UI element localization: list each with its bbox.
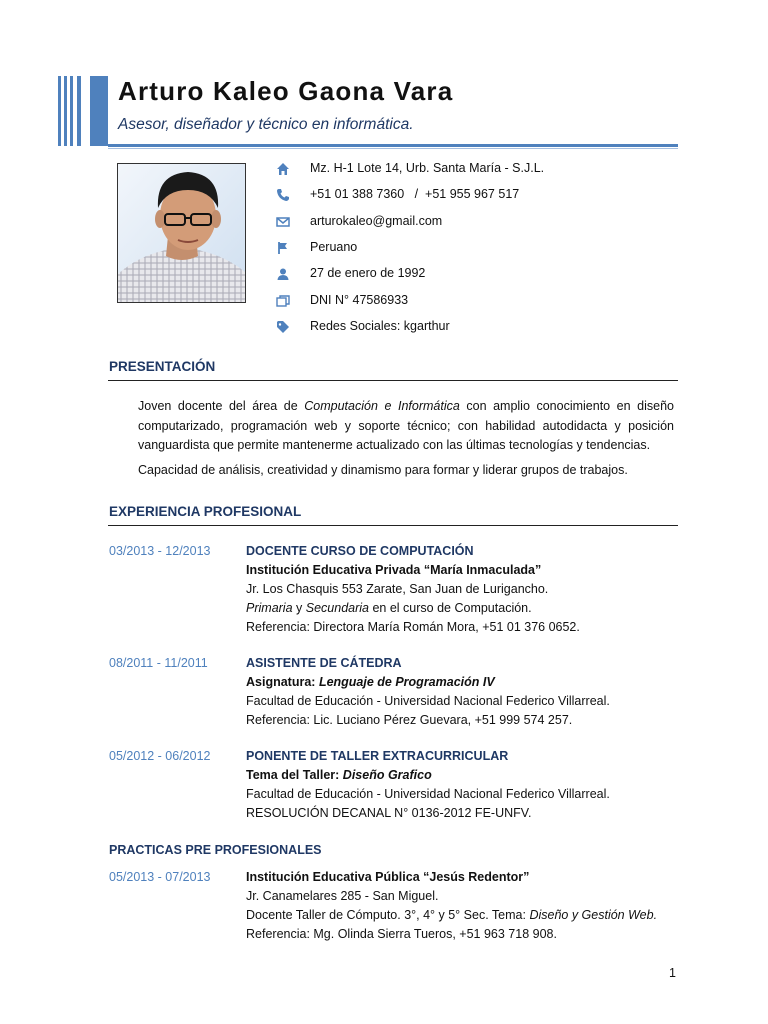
- tag-icon: [276, 320, 290, 334]
- job-faculty: Facultad de Educación - Universidad Nacional Federico Villarreal.: [246, 787, 610, 801]
- contact-address: Mz. H-1 Lote 14, Urb. Santa María - S.J.L.: [310, 161, 545, 175]
- contact-email[interactable]: arturokaleo@gmail.com: [310, 214, 443, 228]
- practice-reference: Referencia: Mg. Olinda Sierra Tueros, +51 963 718 908.: [246, 927, 557, 941]
- job-title: ASISTENTE DE CÁTEDRA: [246, 656, 402, 670]
- job-subject-label: Asignatura:: [246, 675, 319, 689]
- job-subject: [246, 675, 495, 689]
- practice-detail-text: Docente Taller de Cómputo. 3°, 4° y 5° Sec. Tema:: [246, 908, 530, 922]
- id-card-icon: [276, 294, 290, 308]
- contact-birthdate: 27 de enero de 1992: [310, 266, 426, 280]
- page-number: 1: [669, 966, 676, 980]
- presentation-emphasis: Computación e Informática: [304, 399, 460, 413]
- contact-dni: DNI N° 47586933: [310, 293, 409, 307]
- job-date: 05/2013 - 07/2013: [109, 870, 211, 884]
- header-divider: [108, 144, 678, 147]
- job-detail-text: y: [292, 601, 306, 615]
- job-detail-em: Secundaria: [305, 601, 369, 615]
- presentation-text-cont: con amplio conocimiento en diseño computarizado, programación web y soporte técnico; con habilidad autodidacta y posición vanguardista que permite mantenerme actualizado con las últimas tecnologías y tendencias.: [138, 399, 674, 452]
- header-stripe: [90, 76, 108, 146]
- job-faculty: Facultad de Educación - Universidad Nacional Federico Villarreal.: [246, 694, 610, 708]
- job-subject-value: Lenguaje de Programación IV: [318, 675, 495, 689]
- job-topic: [246, 768, 432, 782]
- header-stripe: [77, 76, 81, 146]
- mail-icon: [276, 215, 290, 229]
- job-date: 03/2013 - 12/2013: [109, 544, 211, 558]
- presentation-text: Joven docente del área de: [138, 399, 305, 413]
- person-icon: [276, 267, 290, 281]
- practice-institution: Institución Educativa Pública “Jesús Redentor”: [246, 870, 530, 884]
- job-title: PONENTE DE TALLER EXTRACURRICULAR: [246, 749, 509, 763]
- contact-nationality: Peruano: [310, 240, 358, 254]
- section-divider: [108, 525, 678, 526]
- contact-phone: +51 01 388 7360 / +51 955 967 517: [310, 187, 520, 201]
- job-resolution: RESOLUCIÓN DECANAL N° 0136-2012 FE-UNFV.: [246, 806, 532, 820]
- contact-social: Redes Sociales: kgarthur: [310, 319, 450, 333]
- job-detail-em: Primaria: [246, 601, 293, 615]
- practice-detail-em: Diseño y Gestión Web.: [529, 908, 658, 922]
- section-title-experiencia: EXPERIENCIA PROFESIONAL: [109, 504, 302, 519]
- header-stripe: [58, 76, 61, 146]
- job-topic-label: Tema del Taller:: [246, 768, 343, 782]
- job-detail-text: en el curso de Computación.: [369, 601, 532, 615]
- practice-detail: [246, 908, 657, 922]
- presentation-paragraph: [138, 397, 674, 456]
- job-reference: Referencia: Lic. Luciano Pérez Guevara, +51 999 574 257.: [246, 713, 573, 727]
- job-date: 05/2012 - 06/2012: [109, 749, 211, 763]
- job-address: Jr. Los Chasquis 553 Zarate, San Juan de Lurigancho.: [246, 582, 549, 596]
- home-icon: [276, 162, 290, 176]
- section-title-practicas: PRACTICAS PRE PROFESIONALES: [109, 843, 322, 857]
- practice-address: Jr. Canamelares 285 - San Miguel.: [246, 889, 439, 903]
- section-title-presentacion: PRESENTACIÓN: [109, 359, 216, 374]
- header-stripe: [70, 76, 73, 146]
- header-stripe: [64, 76, 67, 146]
- section-divider: [108, 380, 678, 381]
- cv-name: Arturo Kaleo Gaona Vara: [118, 76, 454, 106]
- profile-photo: [117, 163, 246, 303]
- cv-subtitle: Asesor, diseñador y técnico en informática.: [118, 116, 414, 133]
- flag-icon: [276, 241, 290, 255]
- job-topic-value: Diseño Grafico: [342, 768, 432, 782]
- header-divider-thin: [108, 148, 678, 149]
- presentation-paragraph-2: Capacidad de análisis, creatividad y dinamismo para formar y liderar grupos de trabajos.: [138, 463, 628, 477]
- job-date: 08/2011 - 11/2011: [109, 656, 208, 670]
- job-reference: Referencia: Directora María Román Mora, +51 01 376 0652.: [246, 620, 580, 634]
- job-institution: Institución Educativa Privada “María Inmaculada”: [246, 563, 542, 577]
- job-title: DOCENTE CURSO DE COMPUTACIÓN: [246, 544, 474, 558]
- job-detail: [246, 601, 532, 615]
- phone-icon: [276, 188, 290, 202]
